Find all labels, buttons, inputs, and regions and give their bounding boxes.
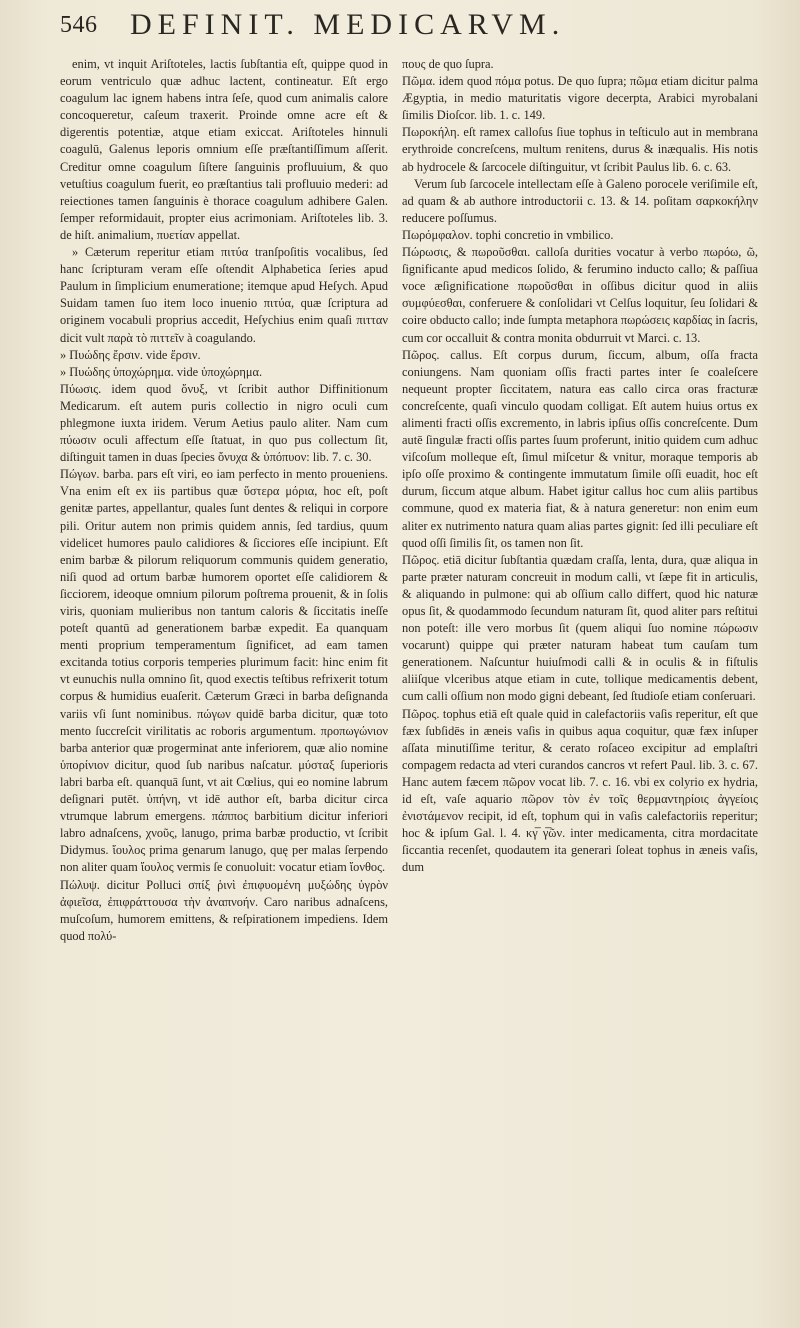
entry-porosis: Πώρωσις, & πωροῦσθαι. calloſa durities vocatur à verbo πωρόω, ῶ, ſignificante apud medicos ſolido, & ferumino inducto callo; & paſſiua voce æſignificatione πωροῦσθαι in oſſibus dicitur quod in aliis συμφύεσθαι, conferuere & conſolidari vt Celſus loquitur, ſeu ſolidari & coire obducto callo; inde ſumpta metaphora πωρώσεις καρδίας in ſacris, cum cor occalluit & contra monita obdurruit vt Marci. c. 13.	[402, 245, 758, 345]
entry-porokele-note: Verum ſub ſarcocele intellectam eſſe à Galeno porocele veriſimile eſt, ad quam & ab authore introductorii c. 13. & 14. poſitam σαρκοκήλην reducere poſſumus.	[402, 176, 758, 225]
entry-poros-substantia: Πῶρος. etiā dicitur ſubſtantia quædam craſſa, lenta, dura, quæ aliqua in parte præter naturam concreuit in modum calli, vt ſæpe fit in articulis, & aliquando in pulmone: qui ab oſſium callo differt, quod hic naturæ opus ſit, & quodammodo ſecundum naturam ſit, quod aliter pars reſtitui non poteſt: ille vero morbus ſit (quem aliqui ſuo nomine πώρωσιν vocarunt) quippe qui præter naturam habeat tum cauſam tum generationem. Naſcuntur huiuſmodi calli & in oculis & in fiſtulis aliiſque vlceribus atque etiam in cute, tollique medicamentis debent, cum calli oſſium non modo gigni debeant, ſed ſtudioſe etiam conſeruari.	[402, 552, 758, 704]
entry-pyodes-ersin: » Πυώδης ἔρσιν. vide ἔρσιν.	[60, 347, 201, 362]
page-number: 546	[60, 12, 98, 38]
entry-pyosis: Πύωσις. idem quod ὄνυξ, vt ſcribit author Diffinitionum Medicarum. eſt autem puris collectio in nigro oculi cum phlegmone iuxta iridem. Verum Aetius paulo aliter. Nam cum πύωσιν oculi affectum eſſe ſtatuat, in quo pus collectum ſit, diſtinguit tamen in duas ſpecies ὄνυχα & ὑπόπυον: lib. 7. c. 30.	[60, 381, 388, 465]
running-title: DEFINIT. MEDICARVM.	[130, 8, 566, 41]
entry-pogon: Πώγων. barba. pars eſt viri, eo iam perfecto in mento proueniens. Vna enim eſt ex iis partibus quæ ὕστερα μόρια, hoc eſt, poſt genitæ partes, appellantur, quales ſunt dentes & reliqui in corpore pili. Oritur autem non primis quidem annis, ſed tardius, quum videlicet humores paulo calidiores & ſicciores eſſe incipiunt. Eſt enim barbæ & pilorum reliquorum communis quidem generatio, niſi quod ad ortum barbæ humorem oportet eſſe calidiorem & ſicciorem, ideoque omnium pilorum poſtrema prouenit, & in ſolis viris, quoniam mulieribus non tantum caloris & ſiccitatis ineſſe poteſt quantū ad generationem barbæ expedit. Ea quanquam menti proprium temperamentum ſignificet, ad eam tamen excitanda totius corporis temperies plurimum facit: hinc enim fit vt eunuchis nulla omnino ſit, quod exectis teſtibus refrixerit totum corpus & humidius euaſerit. Cæterum Græci in barba deſignanda variis vſi ſunt nominibus. πώγων quidē barba dicitur, quæ toto mento ſuccreſcit virilitatis ac roboris argumentum. προπωγώνιον barba anterior quæ progerminat ante inferiorem, quæ alio nomine ὑπορίνιον dicitur, quod ſub naribus naſcatur. μύσταξ ſuperioris labri barba eſt. quanquā ſunt, vt ait Cœlius, qui eo nomine labrum deſignari putēt. ὑπήνη, vt idē author eſt, barba dicitur circa vtrumque labrum emergens. πάππος barbitium dicitur inferiori labro adnaſcens, χνοῦς, lanugo, prima barbæ productio, vt ſcribit Didymus. ἴουλος prima genarum lanugo, quę per malas ſerpendo non aliter quam ἴουλος vermis ſe conuoluit: vocatur etiam ἴονθος.	[60, 467, 388, 875]
entry-polypous-cont: πους de quo ſupra.	[402, 57, 494, 71]
entry-poros-callus: Πῶρος. callus. Eſt corpus durum, ſiccum, album, oſſa fracta coniungens. Nam quoniam oſſis fracti partes inter ſe coaleſcere nequeunt propter ſiccitatem, natura eas callo circa oras fracturæ concreſcente, quaſi vinculo quodam colligat. Eſt autem huius ortus ex alimenti fracti oſſis excremento, in labris ipſius oſſis concreſcente. Dum autē ſingulæ fracti oſſis partes ſuum proferunt, initio quidem cum adhuc viſcoſum molleque eſt, ſimul miſcetur & vnitur, moraque temporis ab ipſo oſſe proximo & contingente immutatum ſimile oſſi euadit, hoc eſt durum, ſiccum atque album. Habet igitur callus hoc cum aliis partibus commune, quod ex materia fiat, & à natura generetur: non enim eum aliter ex nutrimento natura quam alias partes gignit: ſed illi peculiare eſt quod oſſi ſimilis ſit, os tamen non ſit.	[402, 347, 758, 550]
entry-poros-tophus: Πῶρος. tophus etiā eſt quale quid in calefactoriis vaſis reperitur, eſt que fæx ſubſidēs in æneis vaſis in quibus aqua coquitur, quæ fæx inſuper aſſata minutiſſime teritur, & cerato roſaceo excipitur ad emplaſtri compagem redacta ad vteri curandos cancros vt refert Paul. lib. 3. c. 67. Hanc autem fæcem πῶρον vocat lib. 7. c. 16. vbi ex colyrio ex hydria, id eſt, vaſe aquario πῶρον τὸν ἐν τοῖς θερμαντηρίοις ἀγγείοις ἐνιστάμενον recipit, id eſt, tophum qui in vaſis calefactoriis reperitur; hoc & ipſum Gal. l. 4. κγ̅ γ̅ῶν. inter medicamenta, citra mordacitate ſiccantia recenſet, quodautem ita generari ſoleat tophus in æneis vaſis, dum	[402, 706, 758, 875]
page-header	[60, 8, 780, 48]
entry-pyodes-hypochorema: » Πυώδης ὑποχώρημα. vide ὑποχώρημα.	[60, 364, 263, 379]
entry-pitya-note: » Cæterum reperitur etiam πιτύα tranſpoſitis vocalibus, ſed hanc ſcripturam veram eſſe oſtendit Alphabetica ſeries apud Paulum in ſimplicium enumeratione; itemque apud Heſych. Apud Suidam tamen ſuo item loco inuenio πιτύα, quæ ſcriptura ad originem vocabuli proprius accedit, Heſychius enim quaſi πιτταν dicit vult παρὰ τὸ πιττεῖν à coagulando.	[60, 245, 388, 345]
right-column	[402, 56, 758, 1314]
entry-poma: Πῶμα. idem quod πόμα potus. De quo ſupra; πῶμα etiam dicitur palma Ægyptia, in medio maturitatis vigore decerpta, Arabici myrobalani ſimilis Dioſcor. lib. 1. c. 149.	[402, 74, 758, 123]
entry-polyps: Πώλυψ. dicitur Polluci σπίξ ῥινὶ ἐπιφυομένη μυξώδης ὑγρὸν ἀφιεῖσα, ἐπιφράττουσα τὴν ἀναπνοήν. Caro naribus adnaſcens, muſcoſum, humorem emittens, & reſpirationem impediens. Idem quod πολύ-	[60, 877, 388, 943]
entry-coagulum: enim, vt inquit Ariſtoteles, lactis ſubſtantia eſt, quippe quod in eorum ventriculo quæ adhuc lactent, contineatur. Eſt ergo coagulum lac ignem habens intra ſeſe, quod cum animalis calore concoqueretur, caſeum traxerit. Proinde omne acre eſt & digerentis potentiæ, atque etiam exiccat. Ariſtoteles hinnuli coagulū, Galenus leporis omnium eſſe præſtantiſſimum aſſerit. Creditur omne coagulum ſiſtere ſanguinis profluuium, & quo vetuſtius coagulum fuerit, eo præſtantius tali profluuio mederi: ad reiectiones tamen ſanguinis è thorace coagulum adhibere Galen. ſemper reformidauit, propter eius acrimoniam. Ariſtoteles lib. 3. de hiſt. animalium, πυετίαν appellat.	[60, 57, 388, 242]
left-column	[60, 56, 388, 1314]
entry-porokele: Πωροκήλη. eſt ramex calloſus ſiue tophus in teſticulo aut in membrana erythroide concreſcens, multum renitens, durus & inæqualis. His notis ab hydrocele & ſarcocele diſtinguitur, vt ſcribit Paulus lib. 6. c. 63.	[402, 125, 758, 174]
entry-poromphalon: Πωρόμφαλον. tophi concretio in vmbilico.	[402, 227, 614, 242]
